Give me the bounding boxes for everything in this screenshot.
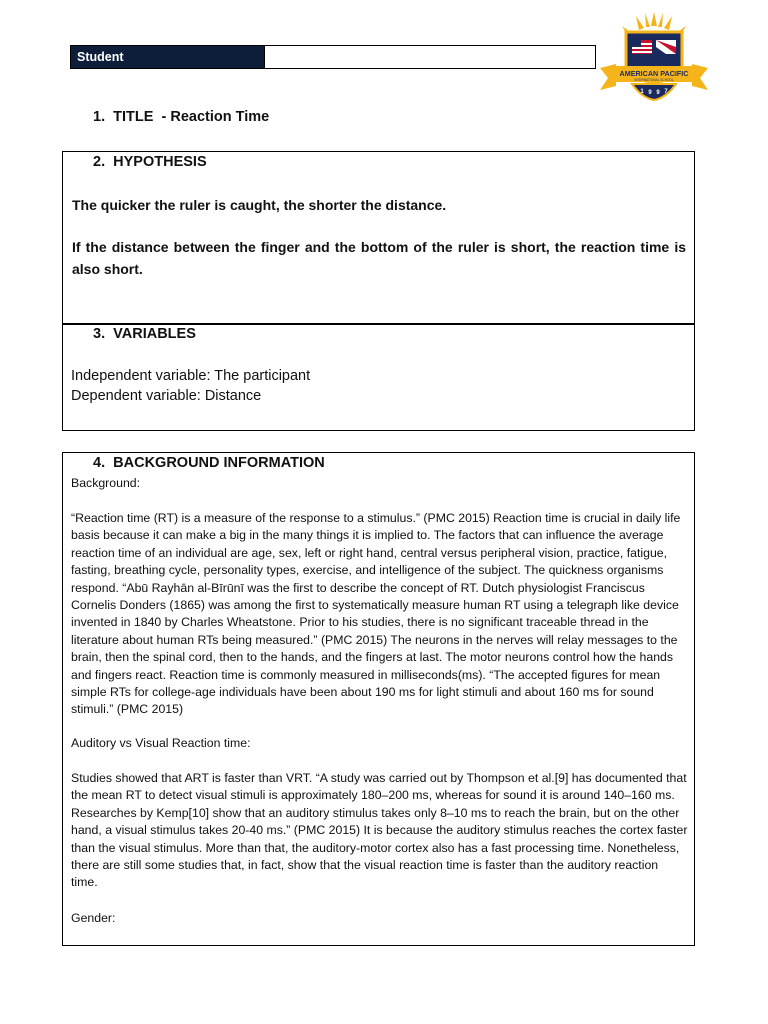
year-plate (632, 84, 676, 100)
student-field (70, 45, 596, 69)
title-text: TITLE - Reaction Time (113, 109, 270, 125)
hypothesis-heading-text: HYPOTHESIS (113, 154, 207, 170)
gender-label: Gender: (71, 911, 116, 925)
logo-year-digit: 9 (648, 90, 652, 96)
hypothesis-statement-2: If the distance between the finger and the bottom of the ruler is short, the reaction time is also short. (72, 239, 686, 277)
background-heading-text: BACKGROUND INFORMATION (113, 455, 325, 471)
dependent-variable: Dependent variable: Distance (71, 388, 262, 404)
hypothesis-heading (93, 154, 207, 170)
background-paragraph-1: “Reaction time (RT) is a measure of the response to a stimulus.” (PMC 2015) Reaction time is crucial in daily life basis because it can make a big in the many things it is implied to. The factors that can influence the average reaction time of an individual are age, sex, left or right hand, central versus peripheral vision, practice, fatigue, fasting, breathing cycle, personality types, exercise, and intelligence of the subject. The quickness organisms respond. “Abū Rayhān al-Bīrūnī was the first to describe the concept of RT. Dutch physiologist Franciscus Cornelis Donders (1865) was among the first to systematically measure human RT using a telegraph like device invented in 1840 by Charles Wheatstone. Prior to his studies, there is no significant traceable thread in the literature about human RTs being measured.” (PMC 2015) The neurons in the nerves will relay messages to the brain, then the spinal cord, then to the hands, and the fingers at last. The motor neurons control how the hands and fingers react. Reaction time is commonly measured in milliseconds(ms). “The accepted figures for mean simple RTs for college-age individuals have been about 190 ms for light stimuli and about 160 ms for sound stimuli.” (PMC 2015) (71, 511, 681, 717)
title-number: 1. (93, 109, 106, 125)
variables-heading-text: VARIABLES (113, 326, 196, 342)
school-logo (596, 10, 712, 108)
variables-number: 3. (93, 326, 106, 342)
student-name-value (264, 46, 595, 68)
independent-variable: Independent variable: The participant (71, 368, 311, 384)
variables-section (62, 323, 695, 431)
background-number: 4. (93, 455, 106, 471)
logo-year-digit: 1 (640, 89, 644, 95)
auditory-visual-subheading: Auditory vs Visual Reaction time: (71, 736, 251, 750)
logo-year-digit: 7 (664, 89, 668, 95)
hypothesis-section (62, 151, 695, 325)
variables-heading (93, 326, 196, 342)
background-label: Background: (71, 476, 141, 490)
background-section (62, 452, 695, 946)
background-paragraph-2: Studies showed that ART is faster than VRT. “A study was carried out by Thompson et al.[9] has documented that the mean RT to detect visual stimuli is approximately 180–200 ms, whereas for sound it is around 140–160 ms. Researches by Kemp[10] show that an auditory stimulus takes only 8–10 ms to reach the brain, but on the other hand, a visual stimulus takes 20-40 ms.” (PMC 2015) It is because the auditory stimulus reaches the cortex faster than the visual stimulus. More than that, the auditory-motor cortex also has a fast processing time. Nonetheless, there are still some studies that, in fact, show that the visual reaction time is faster than the auditory reaction time. (71, 771, 688, 890)
logo-subname: INTERNATIONAL SCHOOL (634, 78, 674, 82)
student-label: Student (71, 46, 264, 68)
logo-year-digit: 9 (656, 90, 660, 96)
background-heading (93, 455, 325, 471)
title-line (93, 109, 269, 125)
logo-name: AMERICAN PACIFIC (619, 69, 689, 78)
hypothesis-number: 2. (93, 154, 106, 170)
hypothesis-statement-1: The quicker the ruler is caught, the shorter the distance. (72, 197, 447, 213)
